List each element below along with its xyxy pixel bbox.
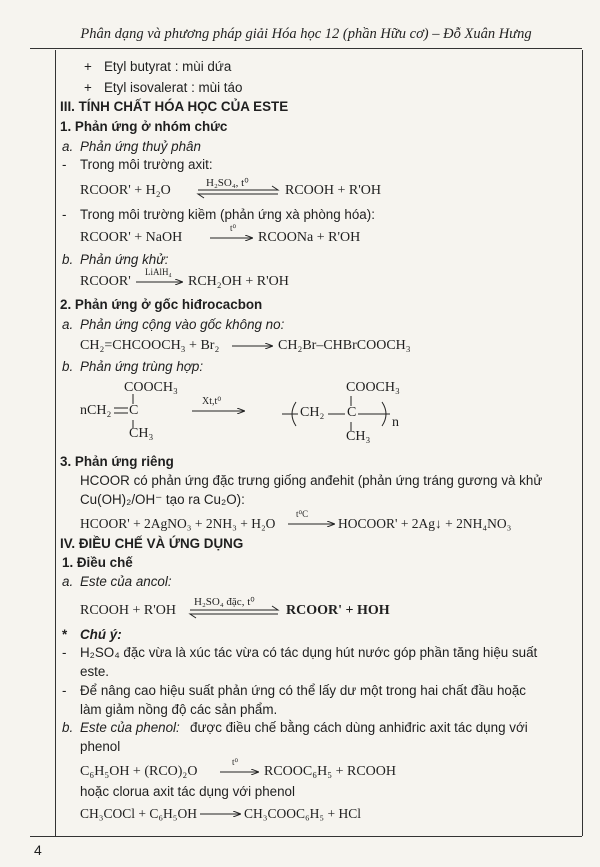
- equation-rhs: RCOONa + R'OH: [258, 230, 361, 245]
- equation-rhs: RCOOC₆H₅ + RCOOH: [264, 764, 397, 779]
- polymer-carbon: C: [347, 405, 357, 420]
- item-text: Phản ứng khử:: [80, 252, 169, 267]
- reaction-condition: H₂SO₄ đặc, t⁰: [194, 596, 255, 608]
- note-heading: Chú ý:: [80, 627, 122, 642]
- item-label: b.: [62, 720, 74, 735]
- equation-lhs: RCOOH + R'OH: [80, 603, 176, 618]
- reaction-condition: t⁰: [232, 757, 239, 767]
- paragraph: este.: [80, 664, 110, 679]
- page-number: 4: [34, 842, 42, 858]
- equation-lhs: CH₃COCl + C₆H₅OH: [80, 806, 197, 821]
- reaction-condition: Xt,t⁰: [202, 396, 222, 407]
- reaction-condition: H₂SO₄, t⁰: [206, 177, 249, 189]
- subsection-heading: 2. Phản ứng ở gốc hiđrocacbon: [60, 297, 263, 312]
- list-bullet: +: [84, 80, 92, 95]
- reaction-condition: t⁰: [230, 223, 237, 233]
- paragraph: Để nâng cao hiệu suất phản ứng có thể lấy dư một trong hai chất đầu hoặc: [80, 683, 526, 698]
- polymer-cooch3: COOCH₃: [346, 380, 400, 395]
- list-item: Etyl butyrat : mùi dứa: [104, 59, 232, 74]
- reaction-condition: LiAlH₄: [145, 267, 172, 277]
- reversible-arrow: [190, 606, 278, 618]
- paragraph: làm giảm nồng độ các sản phẩm.: [80, 702, 278, 717]
- paragraph: Trong môi trường axit:: [80, 157, 213, 172]
- dash: -: [62, 157, 67, 172]
- paragraph: Trong môi trường kiềm (phản ứng xà phòng hóa):: [80, 207, 375, 222]
- equation-lhs: HCOOR' + 2AgNO₃ + 2NH₃ + H₂O: [80, 516, 276, 531]
- reaction-condition: t⁰C: [296, 509, 309, 519]
- list-bullet: +: [84, 59, 92, 74]
- item-label: a.: [62, 139, 74, 154]
- monomer-ch2: nCH₂: [80, 403, 112, 418]
- paragraph: H₂SO₄ đặc vừa là xúc tác vừa có tác dụng hút nước góp phần tăng hiệu suất: [80, 645, 538, 660]
- equation-lhs: RCOOR' + NaOH: [80, 230, 183, 245]
- section-heading: III. TÍNH CHẤT HÓA HỌC CỦA ESTE: [60, 99, 289, 114]
- equation-lhs: RCOOR' + H₂O: [80, 183, 171, 198]
- paragraph: Cu(OH)₂/OH⁻ tạo ra Cu₂O):: [80, 492, 245, 507]
- equation-lhs: CH₂=CHCOOCH₃ + Br₂: [80, 338, 220, 353]
- item-text: Este của phenol:: [80, 720, 180, 735]
- subsection-heading: 1. Phản ứng ở nhóm chức: [60, 119, 228, 134]
- item-label: b.: [62, 359, 74, 374]
- item-text: Phản ứng cộng vào gốc không no:: [80, 317, 285, 332]
- subsection-heading: 3. Phản ứng riêng: [60, 454, 174, 469]
- list-item: Etyl isovalerat : mùi táo: [104, 80, 243, 95]
- paragraph: hoặc clorua axit tác dụng với phenol: [80, 784, 295, 799]
- equation-rhs: RCH₂OH + R'OH: [188, 274, 289, 289]
- subsection-heading: 1. Điều chế: [62, 555, 133, 570]
- paragraph: phenol: [80, 739, 121, 754]
- equation-rhs: HOCOOR' + 2Ag↓ + 2NH₄NO₃: [338, 516, 512, 531]
- equation-rhs: CH₃COOC₆H₅ + HCl: [244, 806, 361, 821]
- substituent-ch3: CH₃: [129, 426, 154, 441]
- polymer-ch2: CH₂: [300, 405, 325, 420]
- equation-rhs: RCOOR' + HOH: [286, 603, 390, 618]
- substituent-cooch3: COOCH₃: [124, 380, 178, 395]
- item-label: b.: [62, 252, 74, 267]
- polymer-subscript-n: n: [392, 415, 399, 430]
- section-heading: IV. ĐIỀU CHẾ VÀ ỨNG DỤNG: [60, 536, 244, 551]
- reversible-arrow: [198, 186, 278, 198]
- dash: -: [62, 207, 67, 222]
- monomer-carbon: C: [129, 403, 139, 418]
- equation-lhs: C₆H₅OH + (RCO)₂O: [80, 764, 198, 779]
- paragraph: được điều chế bằng cách dùng anhiđric axit tác dụng với: [190, 720, 528, 735]
- item-label: a.: [62, 317, 74, 332]
- equation-lhs: RCOOR': [80, 274, 131, 289]
- item-label: a.: [62, 574, 74, 589]
- polymer-ch3: CH₃: [346, 429, 371, 444]
- equation-rhs: CH₂Br–CHBrCOOCH₃: [278, 338, 411, 353]
- item-text: Phản ứng trùng hợp:: [80, 359, 204, 374]
- item-text: Phản ứng thuỷ phân: [80, 139, 201, 154]
- running-header: Phân dạng và phương pháp giải Hóa học 12 (phần Hữu cơ) – Đỗ Xuân Hưng: [80, 26, 532, 42]
- dash: -: [62, 645, 67, 660]
- item-text: Este của ancol:: [80, 574, 172, 589]
- note-star: *: [62, 627, 68, 642]
- equation-rhs: RCOOH + R'OH: [285, 183, 381, 198]
- paragraph: HCOOR có phản ứng đặc trưng giống anđehit (phản ứng tráng gương và khử: [80, 473, 543, 488]
- dash: -: [62, 683, 67, 698]
